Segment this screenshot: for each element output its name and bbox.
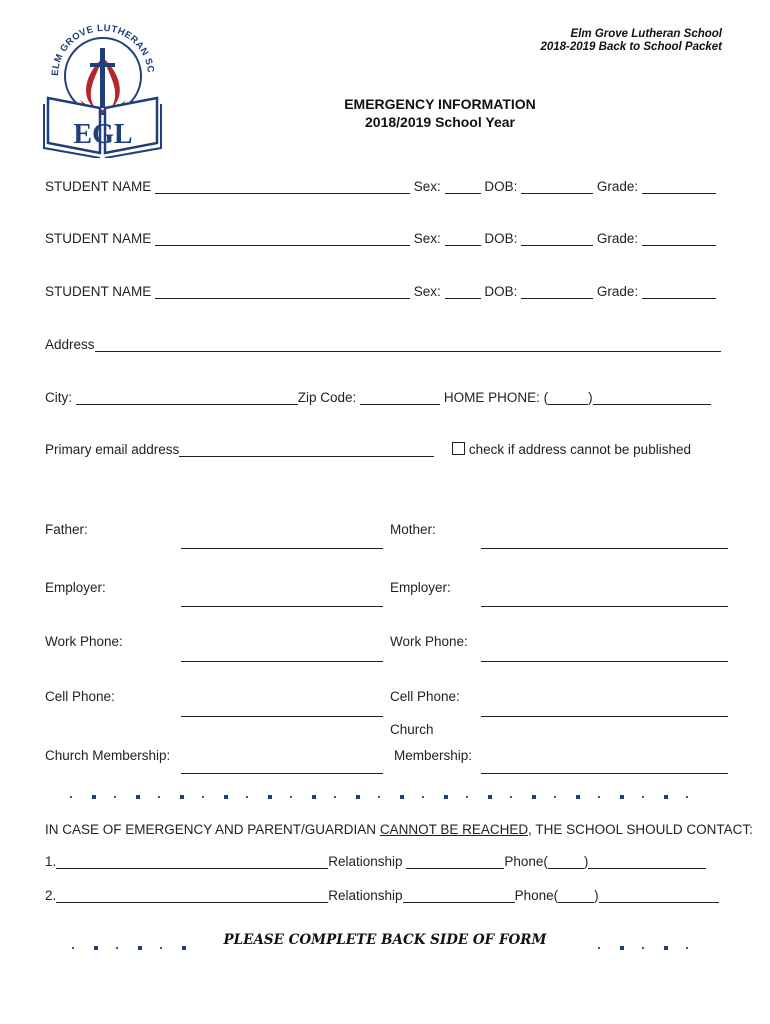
address-field[interactable] bbox=[95, 337, 721, 352]
area-code-field[interactable] bbox=[558, 888, 594, 903]
relationship-field[interactable] bbox=[403, 888, 515, 903]
divider-square bbox=[444, 795, 448, 799]
dot-divider bbox=[70, 796, 700, 802]
divider-square bbox=[532, 795, 536, 799]
form-title bbox=[300, 95, 580, 131]
emergency-heading-emphasis: CANNOT BE REACHED bbox=[379, 822, 529, 837]
relationship-label: Relationship bbox=[328, 854, 403, 869]
form-title-line1: EMERGENCY INFORMATION bbox=[344, 96, 536, 112]
relationship-field[interactable] bbox=[406, 854, 504, 869]
father-label: Father: bbox=[45, 522, 88, 537]
relationship-label: Relationship bbox=[328, 888, 403, 903]
paren-close: ) bbox=[588, 390, 593, 405]
zip-field[interactable] bbox=[360, 390, 440, 405]
divider-square bbox=[356, 795, 360, 799]
father-cell-phone-field[interactable] bbox=[181, 716, 383, 717]
dob-field[interactable] bbox=[521, 231, 593, 246]
divider-dot bbox=[598, 796, 600, 798]
divider-dot bbox=[642, 796, 644, 798]
emergency-heading-text-end: , THE SCHOOL SHOULD CONTACT: bbox=[528, 822, 753, 837]
grade-label: Grade: bbox=[596, 231, 639, 246]
contact-number: 1. bbox=[45, 854, 57, 869]
divider-square bbox=[180, 795, 184, 799]
paren-close: ) bbox=[583, 854, 589, 869]
father-church-field[interactable] bbox=[181, 773, 383, 774]
email-label: Primary email address bbox=[45, 442, 180, 457]
student-name-label: STUDENT NAME bbox=[45, 179, 152, 194]
student-name-field[interactable] bbox=[155, 231, 410, 246]
svg-text:ELM GROVE LUTHERAN SCHOOL: ELM GROVE LUTHERAN SC bbox=[49, 22, 156, 77]
father-work-phone-field[interactable] bbox=[181, 661, 383, 662]
dob-label: DOB: bbox=[484, 284, 518, 299]
employer-right-label: Employer: bbox=[390, 580, 451, 595]
divider-square bbox=[664, 795, 668, 799]
employer-left-label: Employer: bbox=[45, 580, 106, 595]
divider-dot bbox=[334, 796, 336, 798]
mother-cell-phone-field[interactable] bbox=[481, 716, 728, 717]
church-right-label-2: Membership: bbox=[394, 748, 473, 763]
divider-square bbox=[620, 946, 624, 950]
divider-dot bbox=[70, 796, 72, 798]
mother-employer-field[interactable] bbox=[481, 606, 728, 607]
divider-dot bbox=[114, 796, 116, 798]
city-label: City: bbox=[45, 390, 72, 405]
sex-field[interactable] bbox=[445, 179, 481, 194]
mother-label: Mother: bbox=[390, 522, 436, 537]
sex-label: Sex: bbox=[413, 231, 441, 246]
phone-field[interactable] bbox=[599, 888, 719, 903]
church-right-label-1: Church bbox=[390, 722, 434, 737]
cell-phone-right-label: Cell Phone: bbox=[390, 689, 460, 704]
phone-label: Phone( bbox=[504, 854, 548, 869]
packet-title: 2018-2019 Back to School Packet bbox=[540, 41, 722, 53]
grade-label: Grade: bbox=[596, 284, 639, 299]
mother-field[interactable] bbox=[481, 548, 728, 549]
sex-field[interactable] bbox=[445, 231, 481, 246]
divider-square bbox=[576, 795, 580, 799]
divider-dot bbox=[202, 796, 204, 798]
student-row-2 bbox=[45, 231, 716, 246]
publish-checkbox-label: check if address cannot be published bbox=[468, 442, 691, 457]
home-phone-label: HOME PHONE: ( bbox=[443, 390, 549, 405]
divider-dot bbox=[554, 796, 556, 798]
contact-name-field[interactable] bbox=[56, 854, 328, 869]
area-code-field[interactable] bbox=[548, 854, 584, 869]
document-header bbox=[540, 28, 722, 54]
divider-dot bbox=[290, 796, 292, 798]
student-name-label: STUDENT NAME bbox=[45, 231, 152, 246]
cell-phone-left-label: Cell Phone: bbox=[45, 689, 115, 704]
grade-label: Grade: bbox=[596, 179, 639, 194]
form-title-line2: 2018/2019 School Year bbox=[365, 114, 515, 130]
footer-note: PLEASE COMPLETE BACK SIDE OF FORM bbox=[223, 932, 547, 948]
contact-row-1 bbox=[45, 854, 706, 869]
divider-dot bbox=[598, 947, 600, 949]
divider-dot bbox=[642, 947, 644, 949]
egl-crest-icon bbox=[40, 18, 165, 158]
mother-work-phone-field[interactable] bbox=[481, 661, 728, 662]
paren-close: ) bbox=[594, 888, 599, 903]
email-row bbox=[45, 442, 691, 457]
divider-square bbox=[92, 795, 96, 799]
zip-label: Zip Code: bbox=[297, 390, 357, 405]
church-left-label: Church Membership: bbox=[45, 748, 171, 763]
divider-square bbox=[136, 795, 140, 799]
divider-square bbox=[224, 795, 228, 799]
address-row bbox=[45, 337, 721, 352]
footer-dots-right bbox=[598, 947, 698, 953]
emergency-heading bbox=[45, 822, 753, 837]
email-field[interactable] bbox=[179, 442, 434, 457]
divider-square bbox=[620, 795, 624, 799]
mother-church-field[interactable] bbox=[481, 773, 728, 774]
sex-field[interactable] bbox=[445, 284, 481, 299]
grade-field[interactable] bbox=[642, 179, 716, 194]
student-name-label: STUDENT NAME bbox=[45, 284, 152, 299]
student-name-field[interactable] bbox=[155, 179, 410, 194]
area-code-field[interactable] bbox=[548, 390, 588, 405]
divider-square bbox=[664, 946, 668, 950]
divider-dot bbox=[422, 796, 424, 798]
dob-label: DOB: bbox=[484, 179, 518, 194]
dob-label: DOB: bbox=[484, 231, 518, 246]
divider-square bbox=[400, 795, 404, 799]
divider-dot bbox=[510, 796, 512, 798]
school-name: Elm Grove Lutheran School bbox=[570, 28, 722, 40]
address-label: Address bbox=[45, 337, 95, 352]
emergency-heading-text: IN CASE OF EMERGENCY AND PARENT/GUARDIAN bbox=[45, 822, 380, 837]
contact-name-field[interactable] bbox=[56, 888, 328, 903]
contact-row-2 bbox=[45, 888, 719, 903]
dob-field[interactable] bbox=[521, 284, 593, 299]
divider-dot bbox=[686, 796, 688, 798]
city-field[interactable] bbox=[76, 390, 298, 405]
home-phone-field[interactable] bbox=[593, 390, 711, 405]
phone-label: Phone( bbox=[514, 888, 559, 903]
sex-label: Sex: bbox=[413, 284, 441, 299]
divider-dot bbox=[246, 796, 248, 798]
city-row bbox=[45, 390, 711, 405]
grade-field[interactable] bbox=[642, 284, 716, 299]
father-employer-field[interactable] bbox=[181, 606, 383, 607]
divider-square bbox=[312, 795, 316, 799]
student-row-1 bbox=[45, 179, 716, 194]
student-name-field[interactable] bbox=[155, 284, 410, 299]
divider-square bbox=[268, 795, 272, 799]
publish-checkbox[interactable] bbox=[452, 442, 465, 455]
divider-dot bbox=[466, 796, 468, 798]
divider-dot bbox=[158, 796, 160, 798]
contact-number: 2. bbox=[45, 888, 57, 903]
grade-field[interactable] bbox=[642, 231, 716, 246]
work-phone-left-label: Work Phone: bbox=[45, 634, 123, 649]
divider-square bbox=[488, 795, 492, 799]
divider-dot bbox=[686, 947, 688, 949]
divider-dot bbox=[378, 796, 380, 798]
school-logo bbox=[40, 18, 165, 158]
logo-initials: EGL bbox=[73, 119, 133, 150]
dob-field[interactable] bbox=[521, 179, 593, 194]
father-field[interactable] bbox=[181, 548, 383, 549]
student-row-3 bbox=[45, 284, 716, 299]
phone-field[interactable] bbox=[588, 854, 706, 869]
sex-label: Sex: bbox=[413, 179, 441, 194]
work-phone-right-label: Work Phone: bbox=[390, 634, 468, 649]
